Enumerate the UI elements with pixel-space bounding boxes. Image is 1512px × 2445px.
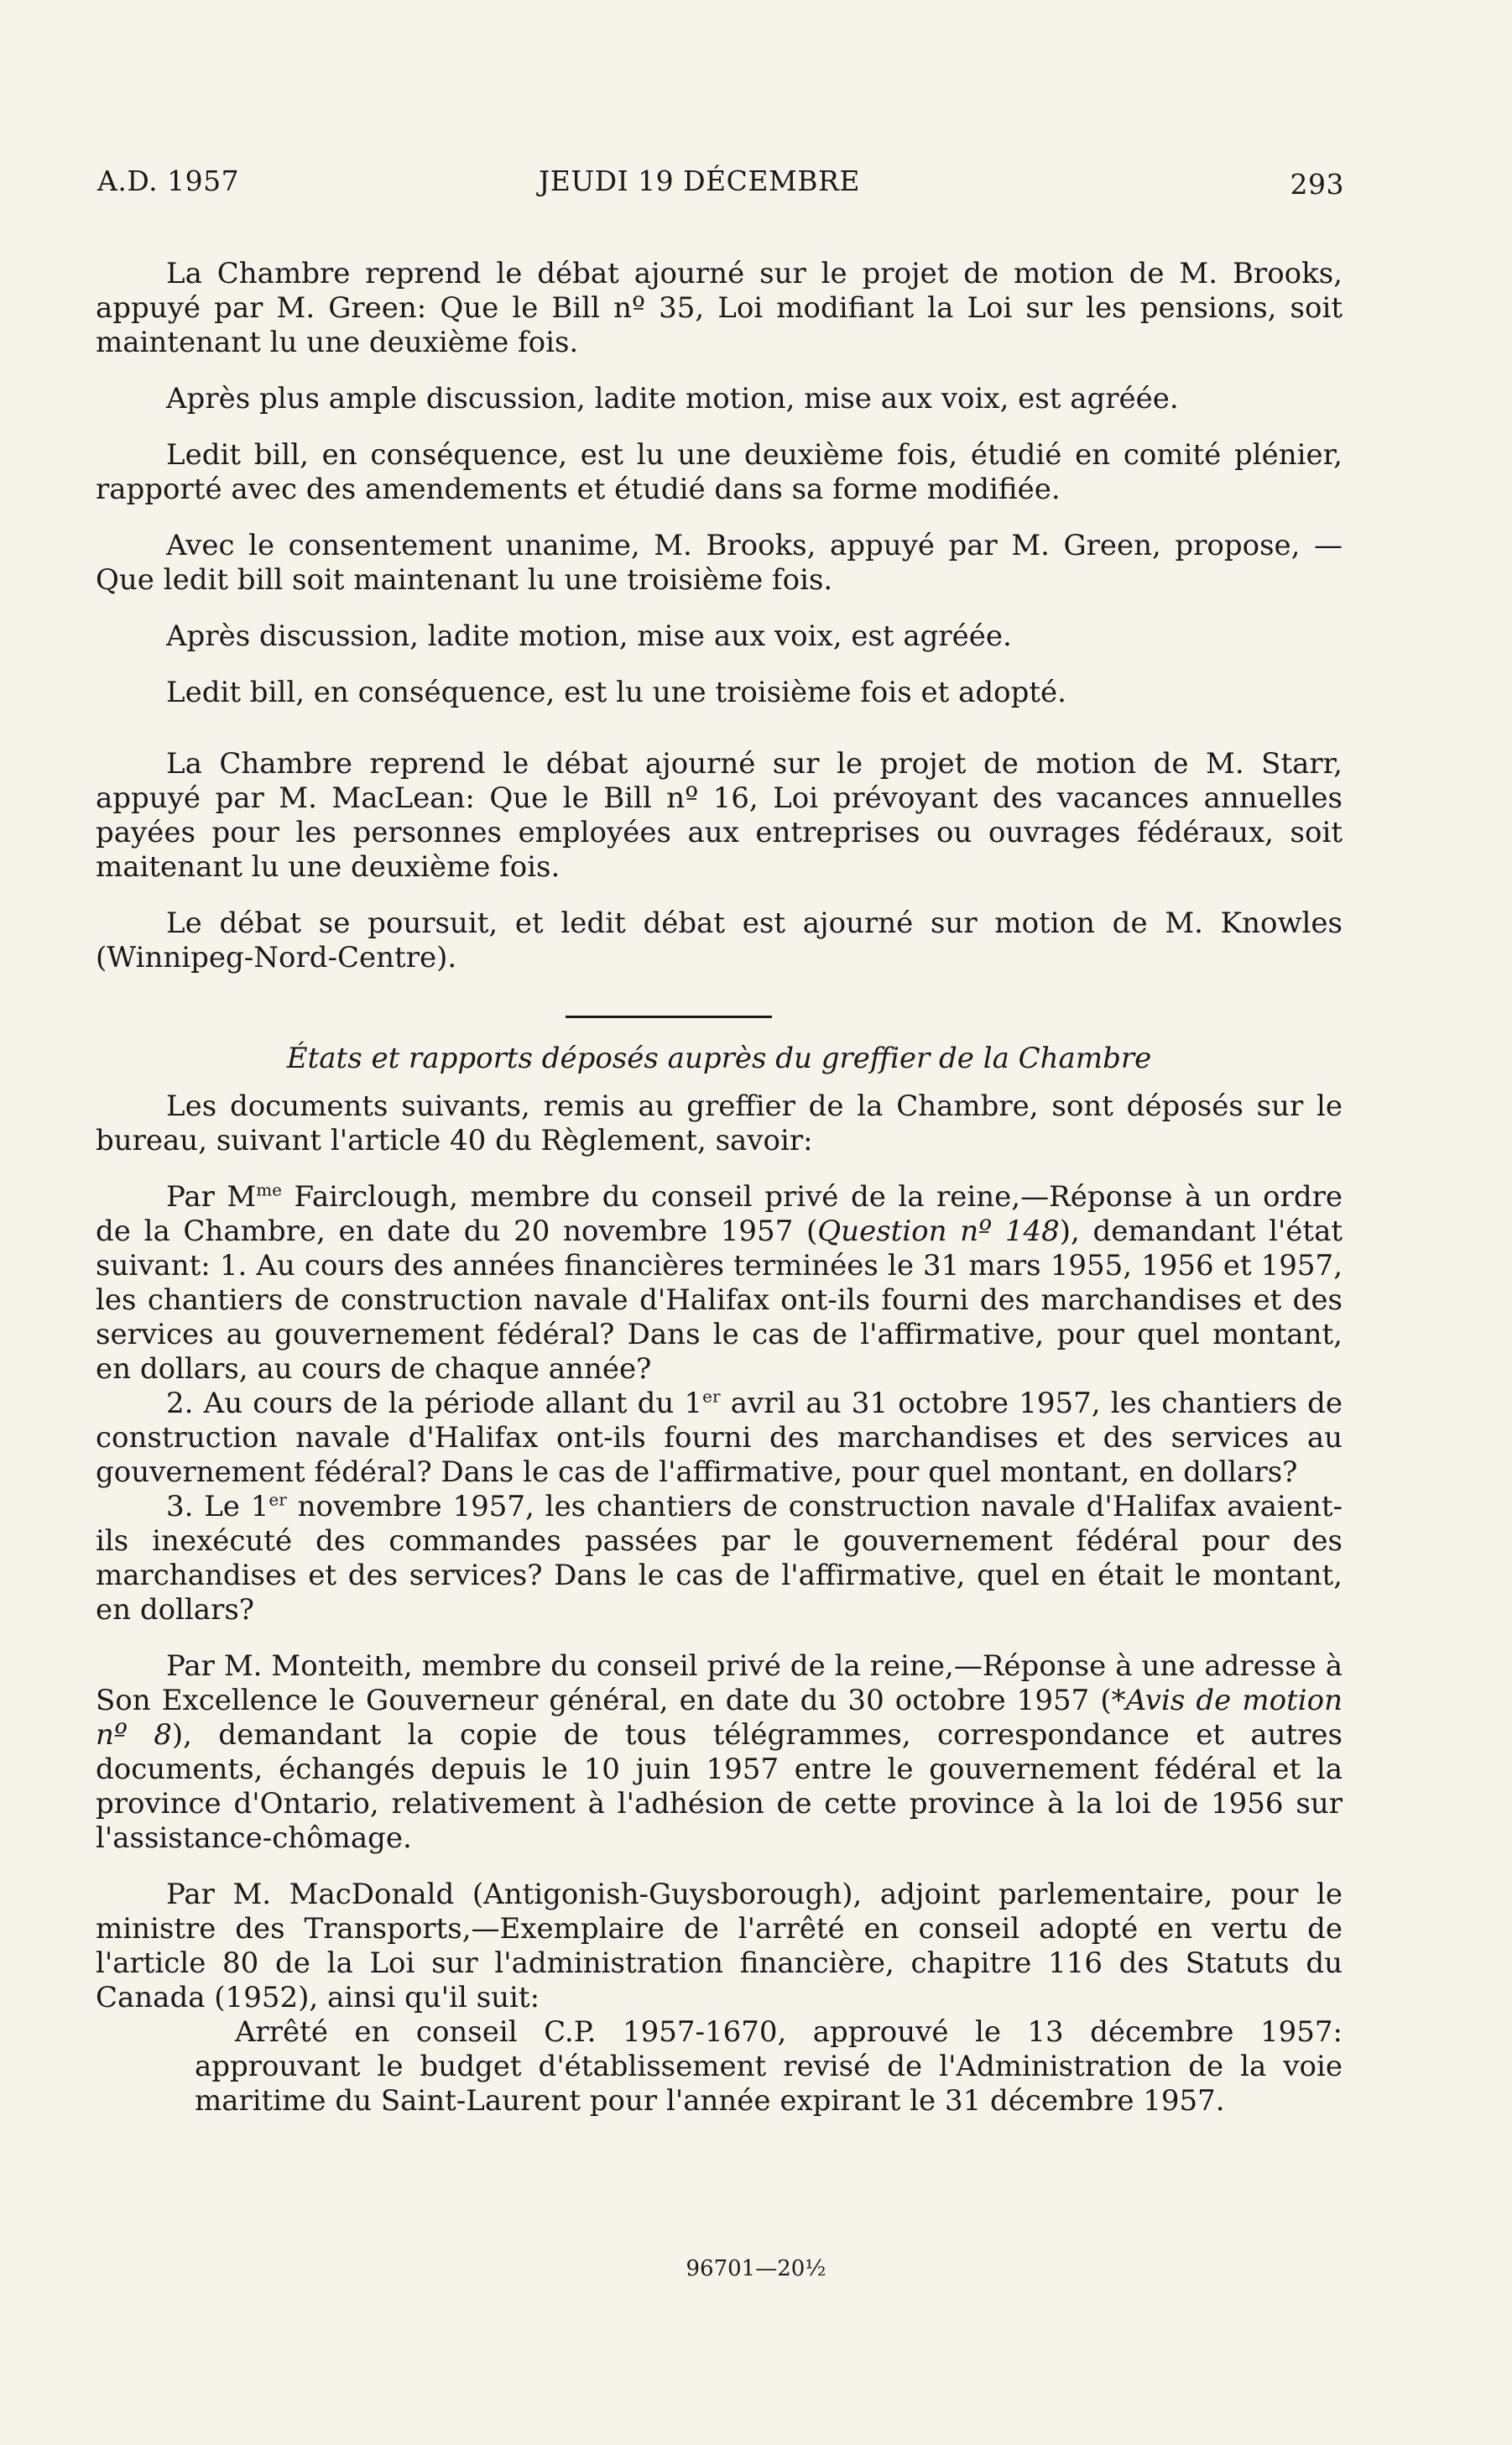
paragraph-third-reading: Ledit bill, en conséquence, est lu une troisième fois et adopté. xyxy=(166,676,1066,709)
paragraph-motion-agreed: Après plus ample discussion, ladite motion, mise aux voix, est agréée. xyxy=(166,382,1179,415)
paragraph-question-3: 3. Le 1er novembre 1957, les chantiers de construction navale d'Halifax avaient-ils inexécuté des commandes passées par le gouvernement fédéral pour des marchandises et des services? Dans le cas de l'affirmative, quel en était le montant, en dollars? xyxy=(96,1489,1343,1627)
page-body xyxy=(96,257,1343,2118)
paragraph-debate-adjourned: Le débat se poursuit, et ledit débat est ajourné sur motion de M. Knowles (Winnipeg-Nord-Centre). xyxy=(96,906,1343,974)
page-header xyxy=(97,165,1344,206)
printer-signature: 96701—20½ xyxy=(686,2256,826,2281)
paragraph-motion-agreed-2: Après discussion, ladite motion, mise aux voix, est agréée. xyxy=(166,619,1012,653)
paragraph-fairclough-return: Par $M^{me}$ Fairclough, membre du conseil privé de la reine,—Réponse à un ordre de la Chambre, en date du 20 novembre 1957 (Question nº 148), demandant l'état suivant: 1. Au cours des années financières terminées le 31 mars 1955, 1956 et 1957, les chantiers de construction navale d'Halifax ont-ils fourni des marchandises et des services au gouvernement fédéral? Dans le cas de l'affirmative, pour quel montant, en dollars, au cours de chaque année? xyxy=(96,1179,1343,1386)
paragraph-question-2: 2. Au cours de la période allant du 1er avril au 31 octobre 1957, les chantiers de construction navale d'Halifax ont-ils fourni des marchandises et des services au gouvernement fédéral? Dans le cas de l'affirmative, pour quel montant, en dollars? xyxy=(96,1386,1343,1489)
paragraph-second-reading: Ledit bill, en conséquence, est lu une deuxième fois, étudié en comité plénier, rapporté avec des amendements et étudié dans sa forme modifiée. xyxy=(96,438,1343,506)
page-number: 293 xyxy=(1290,168,1344,201)
header-date: JEUDI 19 DÉCEMBRE xyxy=(539,165,860,197)
order-in-council-quote: Arrêté en conseil C.P. 1957-1670, approuvé le 13 décembre 1957: approuvant le budget d'établissement revisé de l'Administration de la voie maritime du Saint-Laurent pour l'année expirant le 31 décembre 1957. xyxy=(195,2015,1343,2118)
paragraph-documents-intro: Les documents suivants, remis au greffier de la Chambre, sont déposés sur le bureau, suivant l'article 40 du Règlement, savoir: xyxy=(96,1089,1343,1157)
section-title: États et rapports déposés auprès du greffier de la Chambre xyxy=(286,1042,1152,1075)
paragraph-bill-16-debate: La Chambre reprend le débat ajourné sur le projet de motion de M. Starr, appuyé par M. MacLean: Que le Bill nº 16, Loi prévoyant des vacances annuelles payées pour les personnes employées aux entreprises ou ouvrages fédéraux, soit maitenant lu une deuxième fois. xyxy=(96,747,1343,884)
paragraph-bill-35-debate: La Chambre reprend le débat ajourné sur le projet de motion de M. Brooks, appuyé par M. Green: Que le Bill nº 35, Loi modifiant la Loi sur les pensions, soit maintenant lu une deuxième fois. xyxy=(96,257,1343,359)
paragraph-macdonald-order: Par M. MacDonald (Antigonish-Guysborough), adjoint parlementaire, pour le ministre des Transports,—Exemplaire de l'arrêté en conseil adopté en vertu de l'article 80 de la Loi sur l'administration financière, chapitre 116 des Statuts du Canada (1952), ainsi qu'il suit: xyxy=(96,1878,1343,2014)
paragraph-monteith-return: Par M. Monteith, membre du conseil privé de la reine,—Réponse à une adresse à Son Excellence le Gouverneur général, en date du 30 octobre 1957 (*Avis de motion nº 8), demandant la copie de tous télégrammes, correspondance et autres documents, échangés depuis le 10 juin 1957 entre le gouvernement fédéral et la province d'Ontario, relativement à l'adhésion de cette province à la loi de 1956 sur l'assistance-chômage. xyxy=(96,1649,1343,1855)
header-year: A.D. 1957 xyxy=(97,165,240,197)
paragraph-unanimous-consent: Avec le consentement unanime, M. Brooks, appuyé par M. Green, propose, —Que ledit bill soit maintenant lu une troisième fois. xyxy=(96,529,1343,597)
section-divider xyxy=(566,1016,772,1018)
